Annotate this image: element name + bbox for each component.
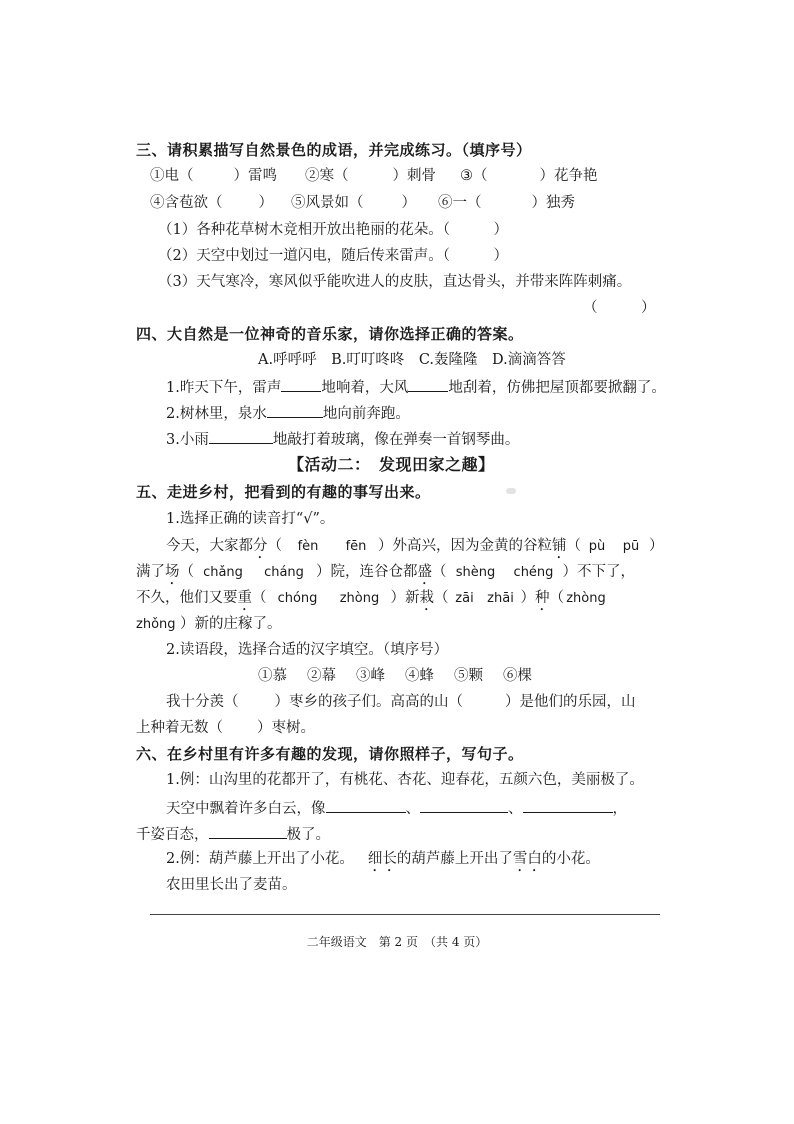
fill-paragraph-2: 上种着无数（ ）枣树。 — [136, 720, 315, 736]
char-choice: ③峰 — [356, 668, 385, 684]
section4-q2: 2.树林里，泉水 地向前奔跑。 — [166, 402, 410, 424]
pinyin-option[interactable]: fèn — [297, 539, 319, 554]
char-choice: ②幕 — [307, 668, 336, 684]
section3-q3: （3）天气寒冷，寒风似乎能吹进人的皮肤，直达骨头，并带来阵阵刺痛。 — [158, 274, 632, 290]
section6-example-2: 2.例：葫芦藤上开出了小花。 细长的葫芦藤上开出了雪白的小花。 — [166, 851, 600, 867]
page-footer: 二年级语文 第 2 页 （共 4 页） — [306, 935, 488, 949]
answer-blank — [420, 797, 508, 813]
char-choice: ⑤颗 — [454, 668, 483, 684]
char-choice: ①慕 — [258, 668, 287, 684]
section4-q1: 1.昨天下午，雷声 地响着，大风 地刮着，仿佛把屋顶都要掀翻了。 — [166, 376, 666, 398]
idiom-3: ③（ ）花争艳 — [460, 168, 598, 184]
char-choice: ④蜂 — [405, 668, 434, 684]
section6-example-1: 1.例：山沟里的花都开了，有桃花、杏花、迎春花，五颜六色，美丽极了。 — [166, 772, 644, 788]
pinyin-option[interactable]: zāi — [455, 591, 474, 606]
section6-fill-1: 天空中飘着许多白云，像 、 、 ， — [166, 797, 627, 819]
section4-options: A.呼呼呼 B.叮叮咚咚 C.轰隆隆 D.滴滴答答 — [258, 352, 566, 368]
pinyin-option[interactable]: pù — [588, 539, 606, 554]
pinyin-option[interactable]: chǎng — [203, 565, 243, 580]
pinyin-line-4: zhǒng ）新的庄稼了。 — [136, 614, 282, 635]
idiom-row-2 — [150, 193, 575, 213]
idiom-2: ②寒（ ）刺骨 — [305, 168, 436, 184]
idiom-5: ⑤风景如（ ） — [291, 195, 416, 211]
answer-blank — [408, 376, 448, 392]
pinyin-option[interactable]: zhòng — [339, 591, 380, 606]
section5-heading: 五、走进乡村，把看到的有趣的事写出来。 — [136, 483, 431, 501]
section4-q3: 3.小雨 地敲打着玻璃，像在弹奏一首钢琴曲。 — [166, 428, 519, 450]
section3-q2: （2）天空中划过一道闪电，随后传来雷声。（ ） — [158, 248, 508, 264]
section6-fill-3: 农田里长出了麦苗。 — [166, 877, 297, 893]
section3-q3-answer: （ ） — [583, 300, 656, 316]
answer-blank — [209, 823, 287, 839]
pinyin-option[interactable]: chéng — [513, 565, 554, 580]
pinyin-line-1: 今天，大家都分（ fèn fēn ）外高兴，因为金黄的谷粒铺（ pù pū ） — [166, 536, 664, 562]
answer-blank — [281, 376, 321, 392]
activity2-title: 【活动二： 发现田家之趣】 — [288, 455, 495, 474]
pinyin-option[interactable]: chóng — [277, 591, 318, 606]
pinyin-line-2: 满了场（ chǎng cháng ）院，连谷仓都盛（ shèng chéng ）不下了， — [136, 562, 635, 588]
answer-blank — [326, 797, 406, 813]
answer-blank — [267, 402, 323, 418]
section5-sub1: 1.选择正确的读音打“√”。 — [166, 511, 335, 527]
section6-heading: 六、在乡村里有许多有趣的发现，请你照样子，写句子。 — [136, 745, 524, 763]
pinyin-option[interactable]: shèng — [455, 565, 496, 580]
idiom-1: ①电（ ）雷鸣 — [150, 168, 277, 184]
footer-divider — [150, 914, 660, 915]
section3-heading: 三、请积累描写自然景色的成语，并完成练习。（填序号） — [136, 141, 532, 159]
pinyin-option[interactable]: zhòng — [566, 591, 606, 606]
section3-q1: （1）各种花草树木竞相开放出艳丽的花朵。（ ） — [158, 222, 508, 238]
scan-speck — [506, 488, 516, 494]
pinyin-option[interactable]: zhāi — [487, 591, 514, 606]
idiom-6: ⑥一（ ）独秀 — [438, 195, 575, 211]
answer-blank — [523, 797, 613, 813]
pinyin-line-3: 不久，他们又要重（ chóng zhòng ）新栽（ zāi zhāi ）种（ zhòng — [136, 588, 608, 614]
section4-heading: 四、大自然是一位神奇的音乐家，请你选择正确的答案。 — [136, 325, 524, 343]
char-choices — [258, 666, 532, 686]
pinyin-option[interactable]: pū — [622, 539, 640, 554]
pinyin-option[interactable]: cháng — [264, 565, 304, 580]
idiom-row-1 — [150, 166, 598, 186]
section6-fill-2: 千姿百态， 极了。 — [136, 823, 330, 845]
answer-blank — [209, 428, 273, 444]
idiom-4: ④含苞欲（ ） — [150, 195, 273, 211]
section5-sub2: 2.读语段，选择合适的汉字填空。（填序号） — [166, 642, 449, 658]
char-choice: ⑥棵 — [503, 668, 532, 684]
pinyin-option[interactable]: zhǒng — [136, 617, 176, 632]
pinyin-option[interactable]: fēn — [345, 539, 367, 554]
fill-paragraph-1: 我十分羡（ ）枣乡的孩子们。高高的山（ ）是他们的乐园，山 — [166, 694, 636, 710]
